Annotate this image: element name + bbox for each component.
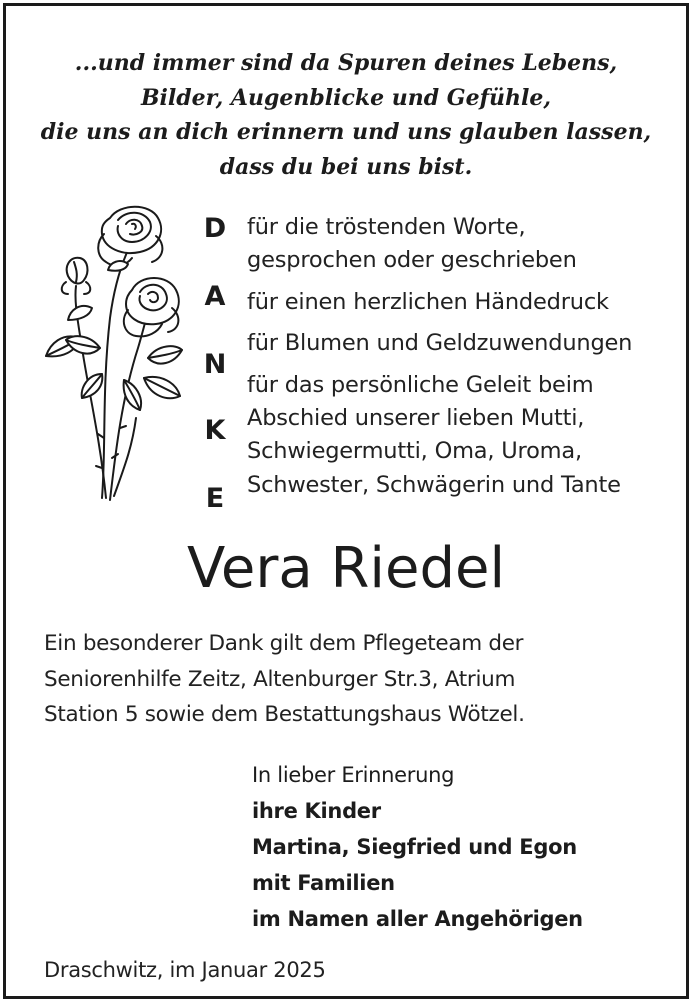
place-and-date: Draschwitz, im Januar 2025 xyxy=(44,958,326,982)
poem-line: dass du bei uns bist. xyxy=(219,153,473,180)
mourner-line: mit Familien xyxy=(252,871,395,895)
reason-line: für die tröstenden Worte, xyxy=(247,214,526,240)
danke-letter-a: A xyxy=(204,281,226,312)
poem-line: Bilder, Augenblicke und Gefühle, xyxy=(140,84,552,111)
reason-line: für das persönliche Geleit beim xyxy=(247,371,594,398)
memory-intro: In lieber Erinnerung xyxy=(252,763,455,787)
danke-letter-k: K xyxy=(204,415,226,446)
notice-frame xyxy=(3,3,689,999)
mourner-line: ihre Kinder xyxy=(252,799,381,823)
thanks-line: Seniorenhilfe Zeitz, Altenburger Str.3, Atrium xyxy=(44,666,516,692)
poem-line: ...und immer sind da Spuren deines Lebens, xyxy=(74,50,618,76)
danke-letter-e: E xyxy=(205,483,225,514)
reason-line: für einen herzlichen Händedruck xyxy=(247,288,609,315)
danke-letter-d: D xyxy=(203,213,227,244)
reason-line: gesprochen oder geschrieben xyxy=(247,247,577,274)
roses-illustration xyxy=(40,198,190,518)
mourner-line: Martina, Siegfried und Egon xyxy=(252,835,577,859)
danke-letter-n: N xyxy=(203,349,227,380)
poem-line: die uns an dich erinnern und uns glauben lassen, xyxy=(40,119,652,145)
danke-reasons xyxy=(247,211,632,502)
poem-verse xyxy=(6,46,686,184)
thanks-line: Station 5 sowie dem Bestattungshaus Wötzel. xyxy=(44,702,525,727)
signature-block xyxy=(252,757,583,937)
reason-line: Abschied unserer lieben Mutti, xyxy=(247,405,585,432)
deceased-name: Vera Riedel xyxy=(186,536,506,601)
reason-line: Schwiegermutti, Oma, Uroma, xyxy=(247,438,582,465)
mourner-line: im Namen aller Angehörigen xyxy=(252,907,583,931)
reason-line: für Blumen und Geldzuwendungen xyxy=(247,330,633,357)
thanks-line: Ein besonderer Dank gilt dem Pflegeteam der xyxy=(44,631,524,656)
reason-line: Schwester, Schwägerin und Tante xyxy=(247,471,621,498)
special-thanks xyxy=(44,626,525,733)
